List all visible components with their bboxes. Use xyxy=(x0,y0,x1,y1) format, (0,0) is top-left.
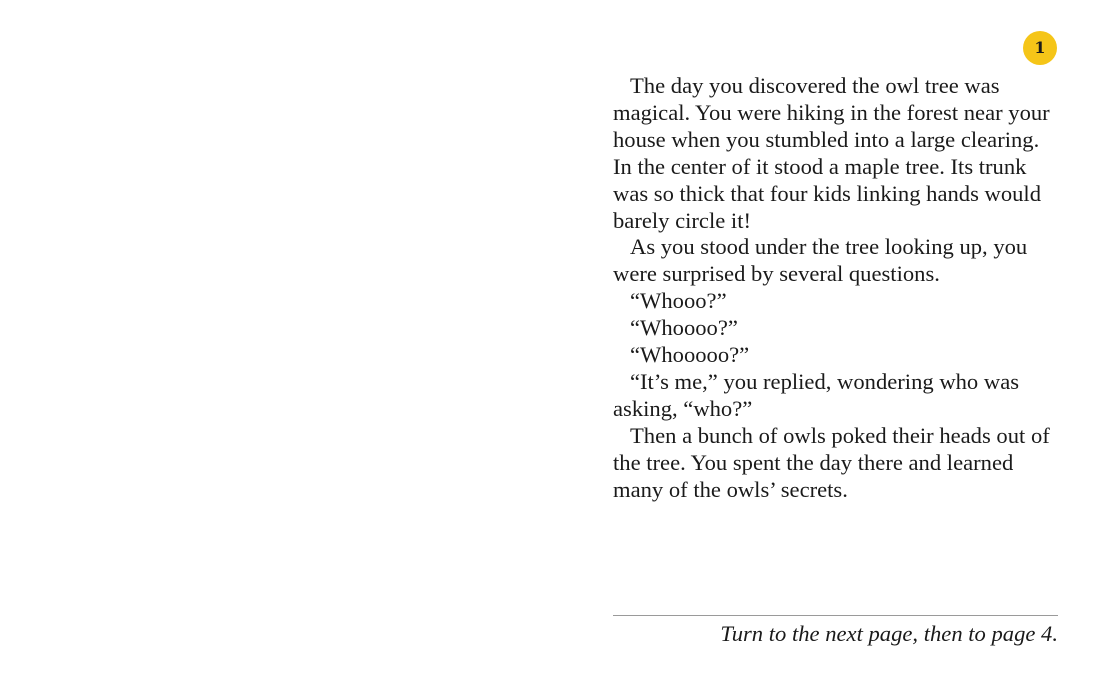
story-paragraph: “Whoooo?” xyxy=(630,315,738,341)
story-paragraph: “Whooo?” xyxy=(630,288,727,314)
story-paragraph: The day you discovered the owl tree was magical. You were hiking in the forest near your house when you stumbled into a large clearing. In the center of it stood a maple tree. Its trunk was so thick that four kids linking hands would barely circle it! xyxy=(613,73,1050,233)
story-paragraph: As you stood under the tree looking up, you were surprised by several questions. xyxy=(613,234,1028,287)
story-paragraph: “Whooooo?” xyxy=(630,342,750,368)
footer-divider xyxy=(613,615,1058,616)
page-number-badge: 1 xyxy=(1023,31,1057,65)
story-paragraph: Then a bunch of owls poked their heads out of the tree. You spent the day there and learned many of the owls’ secrets. xyxy=(613,422,1050,502)
story-text xyxy=(613,73,1063,504)
right-page xyxy=(560,0,1100,696)
page-turn-instruction: Turn to the next page, then to page 4. xyxy=(720,621,1058,646)
story-paragraph: “It’s me,” you replied, wondering who was asking, “who?” xyxy=(613,368,1020,421)
